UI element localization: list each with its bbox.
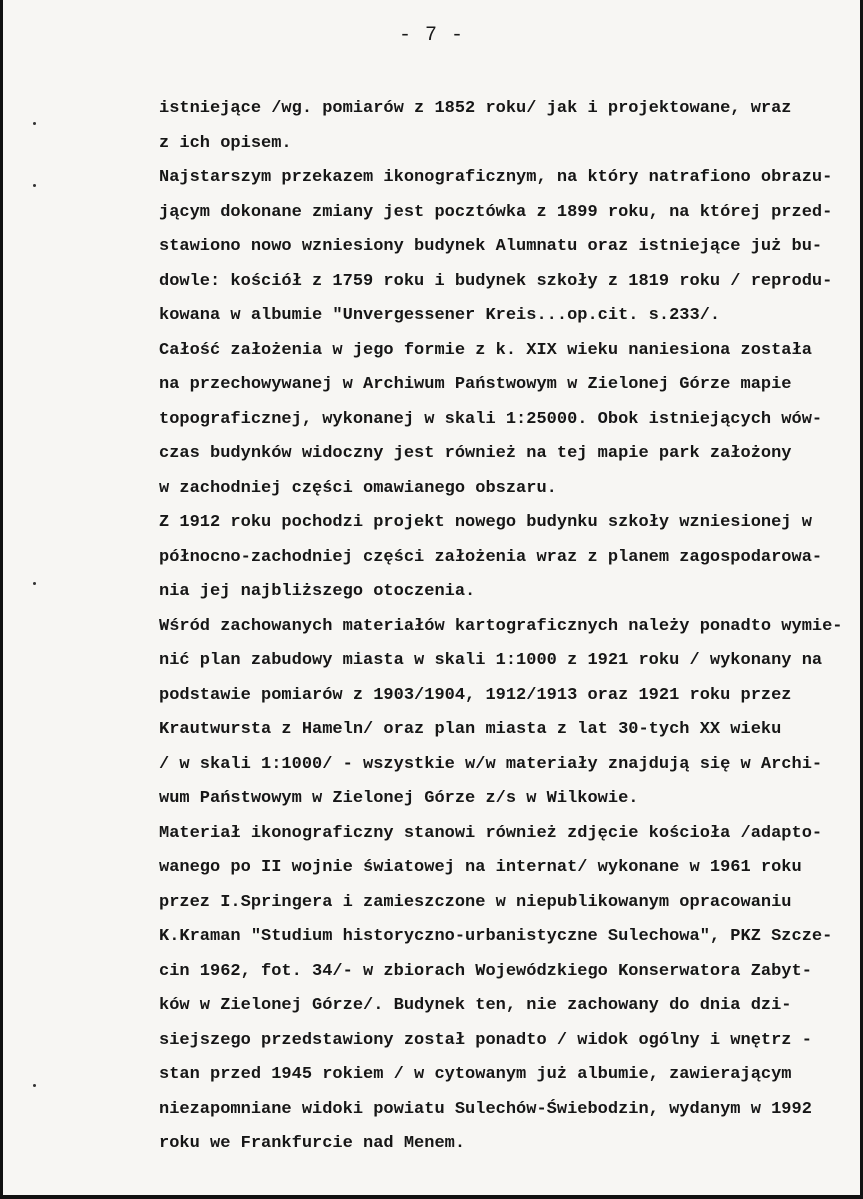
text-line: niezapomniane widoki powiatu Sulechów-Świebodzin, wydanym w 1992 xyxy=(159,1099,812,1119)
text-line: roku we Frankfurcie nad Menem. xyxy=(159,1134,466,1153)
text-line: ków w Zielonej Górze/. Budynek ten, nie zachowany do dnia dzi- xyxy=(159,996,792,1015)
text-line: kowana w albumie "Unvergessener Kreis...op.cit. s.233/. xyxy=(159,306,721,325)
text-line: stawiono nowo wzniesiony budynek Alumnatu oraz istniejące już bu- xyxy=(159,237,823,256)
text-line: czas budynków widoczny jest również na tej mapie park założony xyxy=(159,444,792,463)
text-line: Najstarszym przekazem ikonograficznym, na który natrafiono obrazu- xyxy=(159,168,833,187)
text-line: wanego po II wojnie światowej na internat/ wykonane w 1961 roku xyxy=(159,858,802,877)
margin-mark xyxy=(33,122,36,125)
text-line: Wśród zachowanych materiałów kartograficznych należy ponadto wymie- xyxy=(159,616,843,636)
text-line: z ich opisem. xyxy=(159,133,292,153)
text-line: jącym dokonane zmiany jest pocztówka z 1899 roku, na której przed- xyxy=(159,202,833,222)
text-line: podstawie pomiarów z 1903/1904, 1912/1913 oraz 1921 roku przez xyxy=(159,685,792,705)
text-line: na przechowywanej w Archiwum Państwowym w Zielonej Górze mapie xyxy=(159,375,792,394)
text-line: cin 1962, fot. 34/- w zbiorach Wojewódzkiego Konserwatora Zabyt- xyxy=(159,961,812,981)
text-line: Materiał ikonograficzny stanowi również zdjęcie kościoła /adapto- xyxy=(159,823,823,843)
text-line: Z 1912 roku pochodzi projekt nowego budynku szkoły wzniesionej w xyxy=(159,513,812,532)
text-line: Krautwursta z Hameln/ oraz plan miasta z lat 30-tych XX wieku xyxy=(159,720,782,739)
margin-mark xyxy=(33,1084,36,1087)
text-line: wum Państwowym w Zielonej Górze z/s w Wilkowie. xyxy=(159,789,639,808)
text-line: stan przed 1945 rokiem / w cytowanym już albumie, zawierającym xyxy=(159,1065,792,1084)
text-line: w zachodniej części omawianego obszaru. xyxy=(159,478,557,498)
text-line: istniejące /wg. pomiarów z 1852 roku/ jak i projektowane, wraz xyxy=(159,99,792,118)
text-line: siejszego przedstawiony został ponadto / widok ogólny i wnętrz - xyxy=(159,1030,812,1050)
text-line: północno-zachodniej części założenia wraz z planem zagospodarowa- xyxy=(159,547,823,567)
page-number: - 7 - xyxy=(398,24,464,47)
text-line: K.Kraman "Studium historyczno-urbanistyczne Sulechowa", PKZ Szcze- xyxy=(159,927,833,946)
margin-mark xyxy=(33,582,36,585)
text-line: / w skali 1:1000/ - wszystkie w/w materiały znajdują się w Archi- xyxy=(159,754,823,774)
text-line: przez I.Springera i zamieszczone w niepublikowanym opracowaniu xyxy=(159,892,792,912)
text-line: Całość założenia w jego formie z k. XIX wieku naniesiona została xyxy=(159,340,812,360)
text-line: nić plan zabudowy miasta w skali 1:1000 z 1921 roku / wykonany na xyxy=(159,651,823,670)
text-line: nia jej najbliższego otoczenia. xyxy=(159,582,476,601)
margin-mark xyxy=(33,184,36,187)
text-line: topograficznej, wykonanej w skali 1:25000. Obok istniejących wów- xyxy=(159,409,823,429)
text-line: dowle: kościół z 1759 roku i budynek szkoły z 1819 roku / reprodu- xyxy=(159,271,833,291)
body-text xyxy=(159,92,843,1162)
